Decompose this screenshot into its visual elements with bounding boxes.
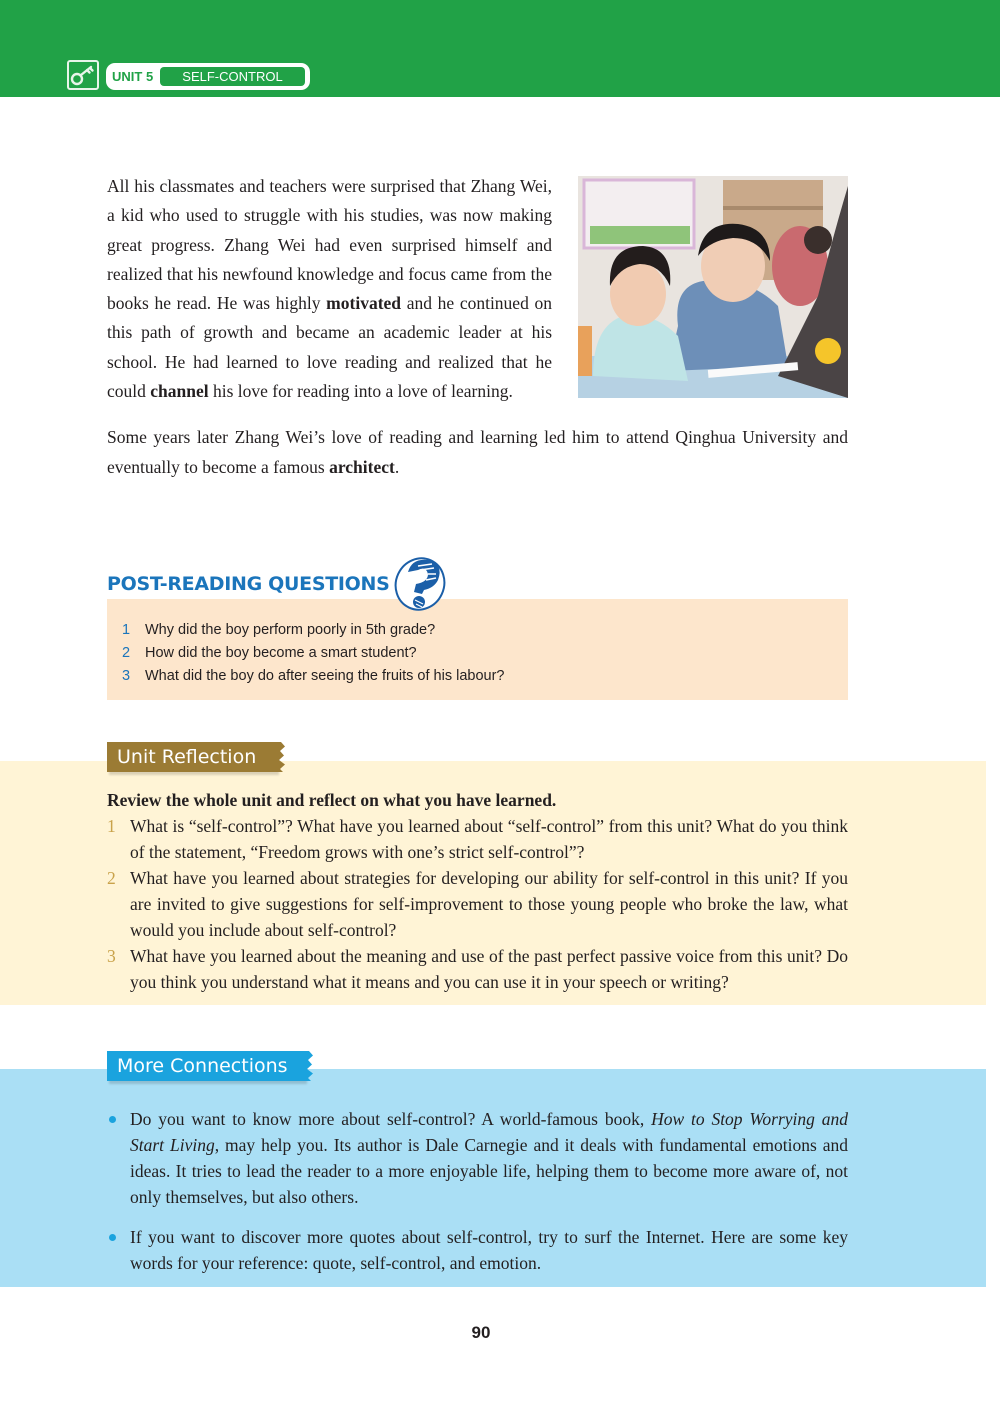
keyword-architect: architect (329, 456, 395, 477)
post-reading-title: POST-READING QUESTIONS (107, 573, 390, 595)
page-number: 90 (471, 1323, 491, 1342)
classroom-photo (578, 176, 848, 398)
unit-reflection-content (107, 787, 848, 995)
bullet-icon (109, 1116, 116, 1123)
keyword-channel: channel (150, 381, 209, 402)
unit-reflection-tag: Unit Reflection (107, 742, 277, 772)
key-icon (67, 60, 99, 90)
reflection-item: 1 What is “self-control”? What have you learned about “self-control” from this unit? What do you think of the statement, “Freedom grows with one’s strict self-control”? (107, 816, 848, 862)
question-mark-icon (392, 554, 450, 612)
question-item: 1 Why did the boy perform poorly in 5th grade? (122, 622, 436, 638)
reflection-item: 2 What have you learned about strategies for developing our ability for self-control in this unit? If you are invited to give suggestions for self-improvement to those young people who broke the law, what would you include about self-control? (107, 868, 848, 940)
more-connections-content (107, 1106, 848, 1290)
question-item: 2 How did the boy become a smart student? (122, 645, 417, 661)
more-connections-tag: More Connections (107, 1051, 305, 1081)
connection-item: Do you want to know more about self-control? A world-famous book, How to Stop Worrying and Start Living, may help you. Its author is Dale Carnegie and it deals with fundamental emotions and ideas. It tries to lead the reader to a more enjoyable life, helping them to become more aware of, not only themselves, but also others. (107, 1106, 848, 1210)
keyword-motivated: motivated (326, 293, 402, 314)
unit-header-banner (0, 0, 1000, 97)
question-item: 3 What did the boy do after seeing the fruits of his labour? (122, 668, 505, 684)
story-paragraph-1: All his classmates and teachers were surprised that Zhang Wei, a kid who used to struggle with his studies, was now making great progress. Zhang Wei had even surprised himself and realized that his newfound knowledge and focus came from the books he read. He was highly motivated and he continued on this path of growth and became an academic leader at his school. He had learned to love reading and realized that he could channel his love for reading into a love of learning. (107, 176, 552, 402)
post-reading-questions (122, 619, 505, 688)
unit-reflection-heading: Review the whole unit and reflect on what you have learned. (107, 790, 557, 810)
reflection-item: 3 What have you learned about the meaning and use of the past perfect passive voice from this unit? Do you think you understand what it means and you can use it in your speech or writing? (107, 946, 848, 992)
story-text (107, 172, 848, 482)
unit-badge (106, 63, 310, 90)
story-paragraph-2: Some years later Zhang Wei’s love of reading and learning led him to attend Qinghua University and eventually to become a famous architect. (107, 427, 848, 477)
unit-topic: SELF-CONTROL (160, 67, 305, 86)
unit-label: UNIT 5 (112, 69, 154, 84)
bullet-icon (109, 1234, 116, 1241)
book-title: How to Stop Worrying and Start Living (130, 1109, 848, 1155)
connection-item: If you want to discover more quotes about self-control, try to surf the Internet. Here are some key words for your reference: quote, self-control, and emotion. (107, 1224, 848, 1276)
